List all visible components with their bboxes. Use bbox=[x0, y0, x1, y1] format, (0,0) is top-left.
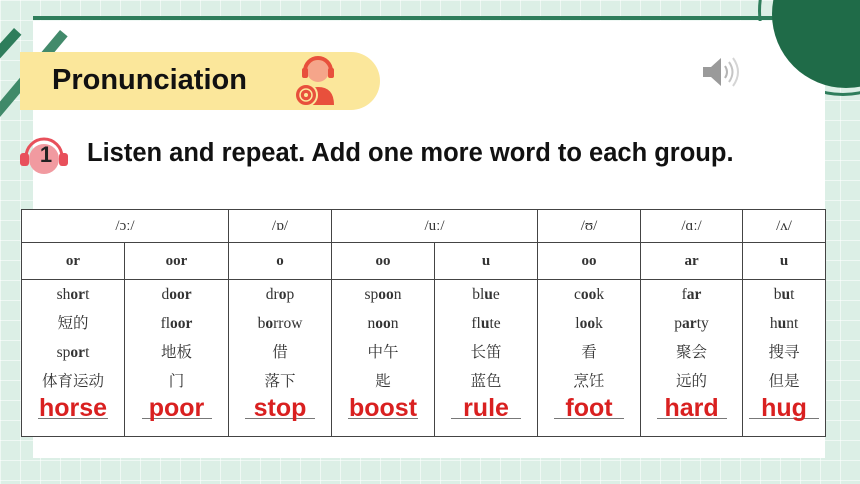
answer-blank[interactable]: poor bbox=[142, 398, 212, 419]
word-cell bbox=[229, 280, 332, 437]
word-cell bbox=[641, 280, 743, 437]
english-word: sport bbox=[56, 344, 90, 361]
highlighted-letters: ar bbox=[682, 315, 697, 332]
instruction-text: Listen and repeat. Add one more word to each group. bbox=[87, 139, 734, 167]
symbol-cell: /ɒ/ bbox=[229, 210, 332, 243]
english-word: drop bbox=[265, 286, 295, 303]
answer-blank[interactable]: stop bbox=[245, 398, 315, 419]
spelling-cell: oo bbox=[538, 243, 641, 280]
word-cell bbox=[332, 280, 435, 437]
highlighted-letters: u bbox=[781, 286, 791, 303]
word-cell bbox=[125, 280, 229, 437]
chinese-gloss: 匙 bbox=[375, 373, 391, 390]
highlighted-letters: u bbox=[484, 286, 493, 303]
answer-blank[interactable]: horse bbox=[38, 394, 108, 422]
phonics-table bbox=[21, 209, 826, 437]
highlighted-letters: oo bbox=[378, 286, 394, 303]
english-word: 看 bbox=[581, 344, 597, 361]
answer-blank[interactable]: hard bbox=[657, 398, 727, 419]
english-word: far bbox=[681, 286, 702, 303]
phonetic-symbol-row bbox=[22, 210, 826, 243]
highlighted-letters: u bbox=[777, 315, 787, 332]
chinese-gloss: 但是 bbox=[768, 373, 800, 390]
spelling-cell: or bbox=[22, 243, 125, 280]
symbol-cell: /ɑː/ bbox=[641, 210, 743, 243]
english-word: 地板 bbox=[161, 344, 193, 361]
chinese-gloss: look bbox=[575, 315, 603, 332]
chinese-gloss: 门 bbox=[168, 373, 185, 390]
highlighted-letters: oo bbox=[579, 315, 596, 332]
english-word: 搜寻 bbox=[768, 344, 800, 361]
chinese-gloss: 蓝色 bbox=[470, 373, 502, 390]
chinese-gloss: flute bbox=[471, 315, 501, 332]
word-cell bbox=[22, 280, 125, 437]
highlighted-letters: ar bbox=[686, 286, 702, 303]
highlighted-letters: o bbox=[278, 286, 287, 303]
speaker-icon[interactable] bbox=[700, 54, 740, 90]
highlighted-letters: oor bbox=[169, 286, 192, 303]
symbol-cell: /ʌ/ bbox=[743, 210, 826, 243]
chinese-gloss: floor bbox=[160, 315, 193, 332]
symbol-cell: /uː/ bbox=[332, 210, 538, 243]
word-cell bbox=[435, 280, 538, 437]
chinese-gloss: borrow bbox=[257, 315, 303, 332]
answer-blank[interactable]: hug bbox=[749, 398, 819, 419]
spelling-cell: oo bbox=[332, 243, 435, 280]
words-row bbox=[22, 280, 826, 437]
highlighted-letters: or bbox=[70, 344, 86, 361]
english-word: but bbox=[773, 286, 795, 303]
highlighted-letters: u bbox=[480, 315, 490, 332]
english-word: spoon bbox=[364, 286, 402, 303]
english-word: 中午 bbox=[367, 344, 399, 361]
english-word: cook bbox=[573, 286, 605, 303]
chinese-gloss: party bbox=[674, 315, 709, 332]
chinese-gloss: 远的 bbox=[676, 373, 708, 390]
english-word: short bbox=[56, 286, 90, 303]
highlighted-letters: or bbox=[70, 286, 86, 303]
chinese-gloss: 落下 bbox=[264, 373, 296, 390]
answer-blank[interactable]: boost bbox=[348, 394, 418, 422]
answer-blank[interactable]: rule bbox=[451, 398, 521, 419]
word-cell bbox=[743, 280, 826, 437]
chinese-gloss: hunt bbox=[769, 315, 799, 332]
highlighted-letters: oo bbox=[580, 286, 597, 303]
spelling-cell: oor bbox=[125, 243, 229, 280]
symbol-cell: /ʊ/ bbox=[538, 210, 641, 243]
spelling-cell: o bbox=[229, 243, 332, 280]
symbol-cell: /ɔː/ bbox=[22, 210, 229, 243]
highlighted-letters: oor bbox=[170, 315, 193, 332]
highlighted-letters: oo bbox=[375, 315, 391, 332]
spelling-cell: ar bbox=[641, 243, 743, 280]
english-word: blue bbox=[472, 286, 500, 303]
headphone-dj-icon bbox=[288, 53, 344, 109]
english-word: 长笛 bbox=[470, 344, 502, 361]
spelling-cell: u bbox=[435, 243, 538, 280]
exercise-number: 1 bbox=[39, 142, 53, 167]
english-word: 聚会 bbox=[676, 344, 708, 361]
chinese-gloss: 短的 bbox=[57, 315, 89, 332]
spelling-cell: u bbox=[743, 243, 826, 280]
english-word: door bbox=[161, 286, 192, 303]
english-word: 借 bbox=[272, 344, 288, 361]
chinese-gloss: 体育运动 bbox=[41, 373, 104, 390]
answer-blank[interactable]: foot bbox=[554, 398, 624, 419]
chinese-gloss: noon bbox=[367, 315, 399, 332]
chinese-gloss: 烹饪 bbox=[573, 373, 605, 390]
spelling-row bbox=[22, 243, 826, 280]
highlighted-letters: o bbox=[265, 315, 274, 332]
word-cell bbox=[538, 280, 641, 437]
top-strip-decoration bbox=[33, 16, 793, 20]
page-title: Pronunciation bbox=[52, 64, 247, 96]
